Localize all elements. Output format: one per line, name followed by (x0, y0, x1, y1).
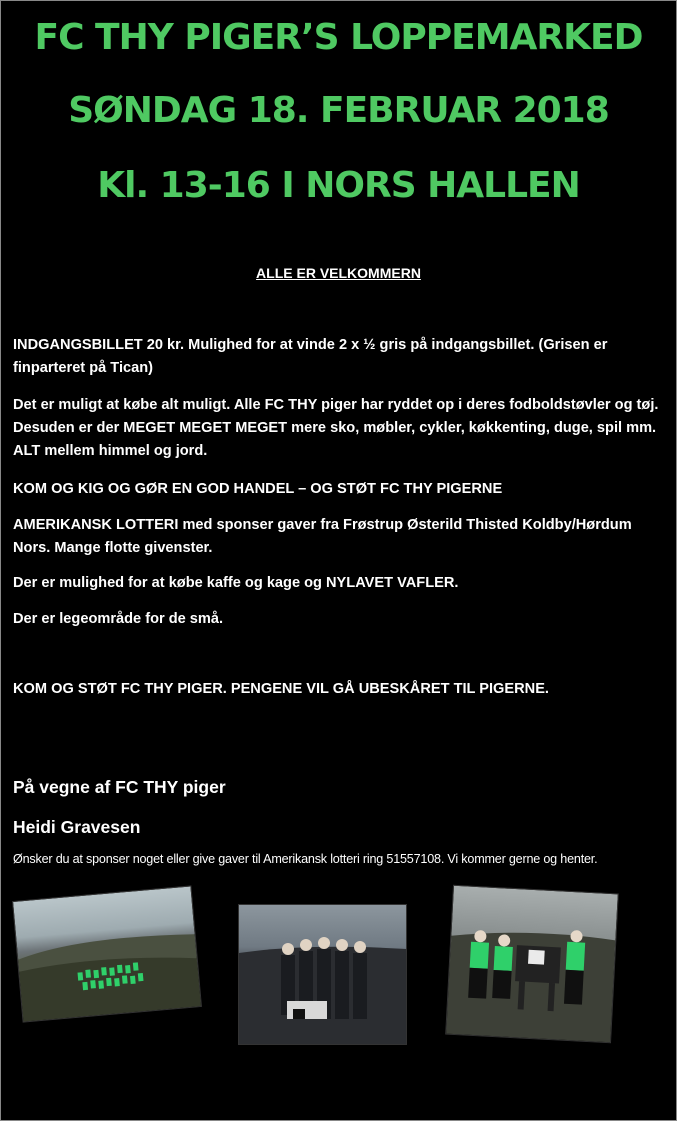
paragraph-items: Det er muligt at købe alt muligt. Alle FC THY piger har ryddet op i deres fodboldstøvler og tøj. Desuden er der MEGET MEGET MEGET mere sko, møbler, cykler, køkkenting, duge, spil mm. ALT mellem himmel og jord. (13, 397, 659, 459)
paragraph-entry-ticket: INDGANGSBILLET 20 kr. Mulighed for at vinde 2 x ½ gris på indgangsbillet. (Grisen er finparteret på Tican) (13, 337, 608, 376)
welcome-text: ALLE ER VELKOMMERN (256, 265, 421, 281)
sponsor-note: Ønsker du at sponser noget eller give gaver til Amerikansk lotteri ring 51557108. Vi kommer gerne og henter. (13, 852, 598, 866)
headline-time-place: Kl. 13-16 I NORS HALLEN (97, 165, 580, 206)
headline-title: FC THY PIGER’S LOPPEMARKED (34, 17, 643, 58)
paragraph-come-and-look: KOM OG KIG OG GØR EN GOD HANDEL – OG STØT FC THY PIGERNE (13, 481, 503, 497)
paragraph-lottery: AMERIKANSK LOTTERI med sponser gaver fra Frøstrup Østerild Thisted Koldby/Hørdum Nors. Mange flotte givenster. (13, 517, 632, 556)
paragraph-play-area: Der er legeområde for de små. (13, 611, 224, 627)
signature-on-behalf: På vegne af FC THY piger (13, 777, 226, 797)
signature-name: Heidi Gravesen (13, 817, 141, 837)
headline-date: SØNDAG 18. FEBRUAR 2018 (68, 90, 609, 131)
team-photo-with-calf (238, 904, 407, 1045)
team-photo-field (12, 885, 202, 1022)
paragraph-coffee: Der er mulighed for at købe kaffe og kage og NYLAVET VAFLER. (13, 575, 459, 591)
team-photo-with-cow (445, 885, 619, 1043)
paragraph-support: KOM OG STØT FC THY PIGER. PENGENE VIL GÅ UBESKÅRET TIL PIGERNE. (13, 681, 549, 697)
